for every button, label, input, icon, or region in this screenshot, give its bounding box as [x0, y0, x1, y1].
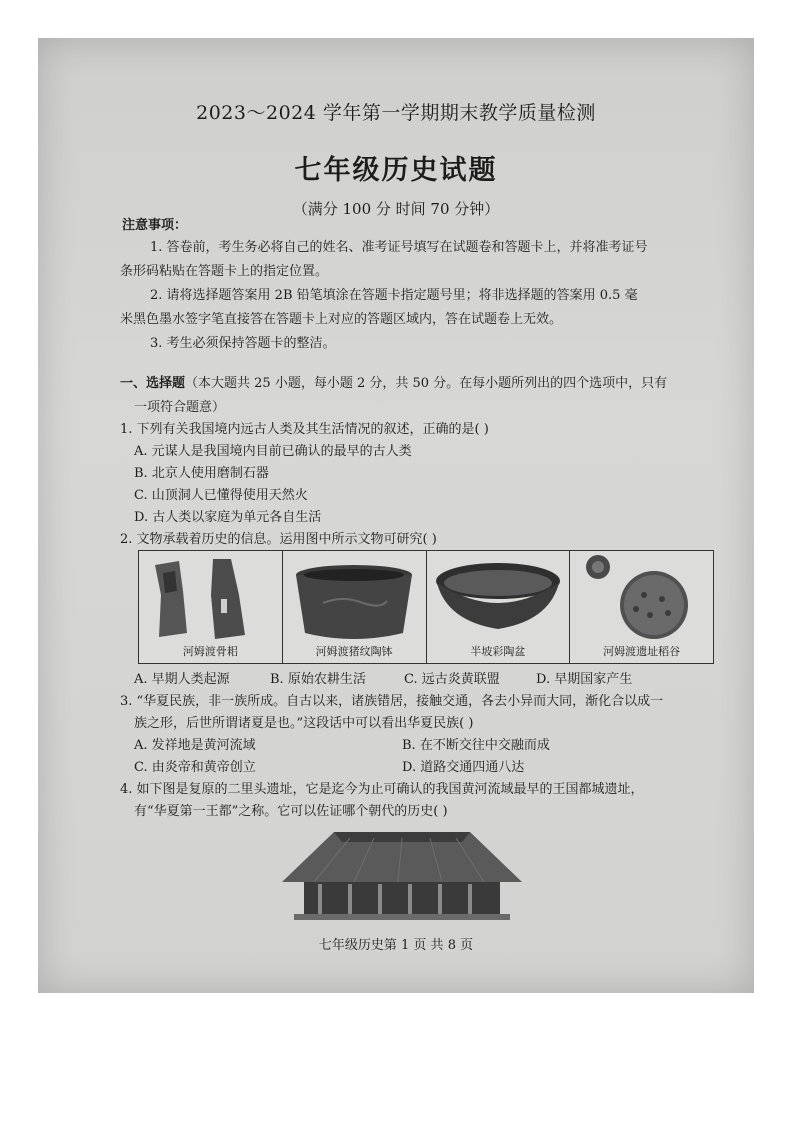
question-2-option-d: D. 早期国家产生: [536, 672, 633, 687]
caption-rice-grains: 河姆渡遗址稻谷: [603, 645, 681, 658]
page-footer: 七年级历史第 1 页 共 8 页: [318, 938, 474, 953]
notice-item-1: 1. 答卷前，考生务必将自己的姓名、准考证号填写在试题卷和答题卡上，并将准考证号: [150, 240, 648, 255]
question-3-stem-cont: 族之形，后世所谓诸夏是也。”这段话中可以看出华夏民族( ): [134, 716, 474, 731]
question-1-stem: 1. 下列有关我国境内远古人类及其生活情况的叙述，正确的是( ): [120, 422, 489, 437]
artifact-pig-bowl: [283, 551, 427, 663]
question-3-stem: 3. “华夏民族，非一族所成。自古以来，诸族错居，接触交通，各去小异而大同，渐化合以成一: [120, 694, 664, 709]
caption-pig-bowl: 河姆渡猪纹陶钵: [315, 645, 393, 658]
question-3-option-b: B. 在不断交往中交融而成: [402, 738, 550, 753]
notice-item-2-cont: 米黑色墨水签字笔直接答在答题卡上对应的答题区域内，答在试题卷上无效。: [120, 312, 563, 327]
section-desc-cont: 一项符合题意）: [134, 400, 226, 415]
question-2-option-b: B. 原始农耕生活: [270, 672, 366, 687]
section-header: [120, 372, 667, 396]
caption-painted-basin: 半坡彩陶盆: [470, 645, 526, 658]
notice-item-2: 2. 请将选择题答案用 2B 铅笔填涂在答题卡指定题号里；将非选择题的答案用 0.5 毫: [150, 288, 638, 303]
artifact-painted-basin: [427, 551, 571, 663]
artifact-image-row: [138, 550, 714, 664]
caption-bone-spade: 河姆渡骨耜: [182, 645, 238, 658]
question-1-option-d: D. 古人类以家庭为单元各自生活: [134, 510, 322, 525]
question-1-option-b: B. 北京人使用磨制石器: [134, 466, 269, 481]
question-2-option-c: C. 远古炎黄联盟: [404, 672, 500, 687]
question-2-option-a: A. 早期人类起源: [134, 672, 230, 687]
exam-title: 七年级历史试题: [294, 155, 498, 186]
question-3-option-c: C. 由炎帝和黄帝创立: [134, 760, 256, 775]
question-3-option-a: A. 发祥地是黄河流域: [134, 738, 256, 753]
notice-title: 注意事项：: [122, 218, 188, 233]
notice-item-3: 3. 考生必须保持答题卡的整洁。: [150, 336, 336, 351]
section-desc: （本大题共 25 小题，每小题 2 分，共 50 分。在每小题所列出的四个选项中，只有: [185, 376, 668, 391]
artifact-rice-grains: [570, 551, 713, 663]
notice-item-1-cont: 条形码粘贴在答题卡上的指定位置。: [120, 264, 329, 279]
question-4-stem-cont: 有“华夏第一王都”之称。它可以佐证哪个朝代的历史( ): [134, 804, 448, 819]
question-4-stem: 4. 如下图是复原的二里头遗址，它是迄今为止可确认的我国黄河流域最早的王国都城遗址，: [120, 782, 644, 797]
exam-paper: [38, 38, 754, 993]
question-3-option-d: D. 道路交通四通八达: [402, 760, 525, 775]
artifact-bone-spade: [139, 551, 283, 663]
erlitou-palace-image: [274, 824, 528, 926]
question-1-option-a: A. 元谋人是我国境内目前已确认的最早的古人类: [134, 444, 412, 459]
question-1-option-c: C. 山顶洞人已懂得使用天然火: [134, 488, 308, 503]
section-title: 一、选择题: [120, 376, 186, 391]
exam-header-line: 2023～2024 学年第一学期期末教学质量检测: [196, 102, 596, 124]
question-2-stem: 2. 文物承载着历史的信息。运用图中所示文物可研究( ): [120, 532, 437, 547]
exam-subtitle: （满分 100 分 时间 70 分钟）: [292, 200, 500, 218]
